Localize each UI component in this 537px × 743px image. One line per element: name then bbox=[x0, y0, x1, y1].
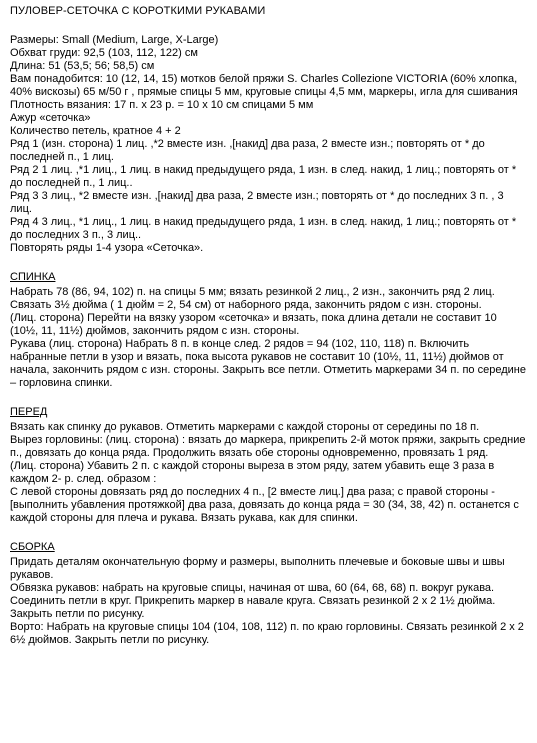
materials-line: Вам понадобится: 10 (12, 14, 15) мотков белой пряжи S. Charles Collezione VICTORIA (60% хлопка, 40% вискозы) 65 м/50 г , прямые спицы 5 мм, круговые спицы 4,5 мм, маркеры, игла для сшивания bbox=[10, 73, 518, 98]
section-assembly bbox=[10, 541, 527, 647]
row-2-line: Ряд 2 1 лиц. ,*1 лиц., 1 лиц. в накид предыдущего ряда, 1 изн. в след. накид, 1 лиц.; повторять от * до последней п., 1 лиц.. bbox=[10, 164, 517, 189]
assembly-line: Придать деталям окончательную форму и размеры, выполнить плечевые и боковые швы и швы рукавов. bbox=[10, 556, 505, 581]
section-back bbox=[10, 271, 527, 390]
front-line: Вязать как спинку до рукавов. Отметить маркерами с каждой стороны от середины по 18 п. bbox=[10, 421, 480, 433]
row-3-line: Ряд 3 3 лиц., *2 вместе изн. ,[накид] два раза, 2 вместе изн.; повторять от * до последних 3 п. , 3 лиц. bbox=[10, 190, 504, 215]
assembly-line: Вортo: Набрать на круговые спицы 104 (104, 108, 112) п. по краю горловины. Связать резинкой 2 х 2 6½ дюймов. Закрыть петли по рисунку. bbox=[10, 621, 524, 646]
section-heading-front: ПЕРЕД bbox=[10, 406, 48, 418]
intro-block bbox=[10, 34, 527, 255]
section-front bbox=[10, 406, 527, 525]
chest-line: Обхват груди: 92,5 (103, 112, 122) см bbox=[10, 47, 198, 59]
front-line: С левой стороны довязать ряд до последних 4 п., [2 вместе лиц.] два раза; с правой стороны - [выполнить убавления протяжкой] два раза, довязать до конца ряда = 30 (34, 38, 42) п. останется с каждой стороны для плеча и рукава. Вязать рукава, как для спинки. bbox=[10, 486, 519, 524]
front-line: Вырез горловины: (лиц. сторона) : вязать до маркера, прикрепить 2-й моток пряжи, закрыть средние п., довязать до конца ряда. Продолжить вязать обе стороны одновременно, провязать 1 ряд. bbox=[10, 434, 526, 459]
stitch-multiple-line: Количество петель, кратное 4 + 2 bbox=[10, 125, 181, 137]
back-line: Рукава (лиц. сторона) Набрать 8 п. в конце след. 2 рядов = 94 (102, 110, 118) п. Включить набранные петли в узор и вязать, пока высота рукавов не составит 10 (10½, 11, 11½) дюймов от начала, закончить рядом с изн. стороны. Закрыть все петли. Отметить маркерами 34 п. по середине – горловина спинки. bbox=[10, 338, 526, 389]
document-title: ПУЛОВЕР-СЕТОЧКА С КОРОТКИМИ РУКАВАМИ bbox=[10, 5, 266, 17]
section-heading-assembly: СБОРКА bbox=[10, 541, 55, 553]
gauge-line: Плотность вязания: 17 п. х 23 р. = 10 х 10 см спицами 5 мм bbox=[10, 99, 314, 111]
row-4-line: Ряд 4 3 лиц., *1 лиц., 1 лиц. в накид предыдущего ряда, 1 изн. в след. накид, 1 лиц.; повторять от * до последних 3 п., 3 лиц.. bbox=[10, 216, 517, 241]
back-line: (Лиц. сторона) Перейти на вязку узором «сеточка» и вязать, пока длина детали не составит 10 (10½, 11, 11½) дюймов, закончить рядом с изн. стороны. bbox=[10, 312, 497, 337]
section-heading-back: СПИНКА bbox=[10, 271, 56, 283]
sizes-line: Размеры: Small (Medium, Large, X-Large) bbox=[10, 34, 219, 46]
back-line: Набрать 78 (86, 94, 102) п. на спицы 5 мм; вязать резинкой 2 лиц., 2 изн., закончить ряд 2 лиц. Связать 3½ дюйма ( 1 дюйм = 2, 54 см) от наборного ряда, закончить рядом с изн. стороны. bbox=[10, 286, 495, 311]
front-line: (Лиц. сторона) Убавить 2 п. с каждой стороны выреза в этом ряду, затем убавить еще 3 раза в каждом 2- р. след. образом : bbox=[10, 460, 495, 485]
length-line: Длина: 51 (53,5; 56; 58,5) см bbox=[10, 60, 155, 72]
row-1-line: Ряд 1 (изн. сторона) 1 лиц. ,*2 вместе изн. ,[накид] два раза, 2 вместе изн.; повторять от * до последней п., 1 лиц. bbox=[10, 138, 485, 163]
repeat-line: Повторять ряды 1-4 узора «Сеточка». bbox=[10, 242, 204, 254]
assembly-line: Обвязка рукавов: набрать на круговые спицы, начиная от шва, 60 (64, 68, 68) п. вокруг рукава. Соединить петли в круг. Прикрепить маркер в навале круга. Связать резинкой 2 х 2 1½ дюйма. Закрыть петли по рисунку. bbox=[10, 582, 496, 620]
pattern-name-line: Ажур «сеточка» bbox=[10, 112, 91, 124]
